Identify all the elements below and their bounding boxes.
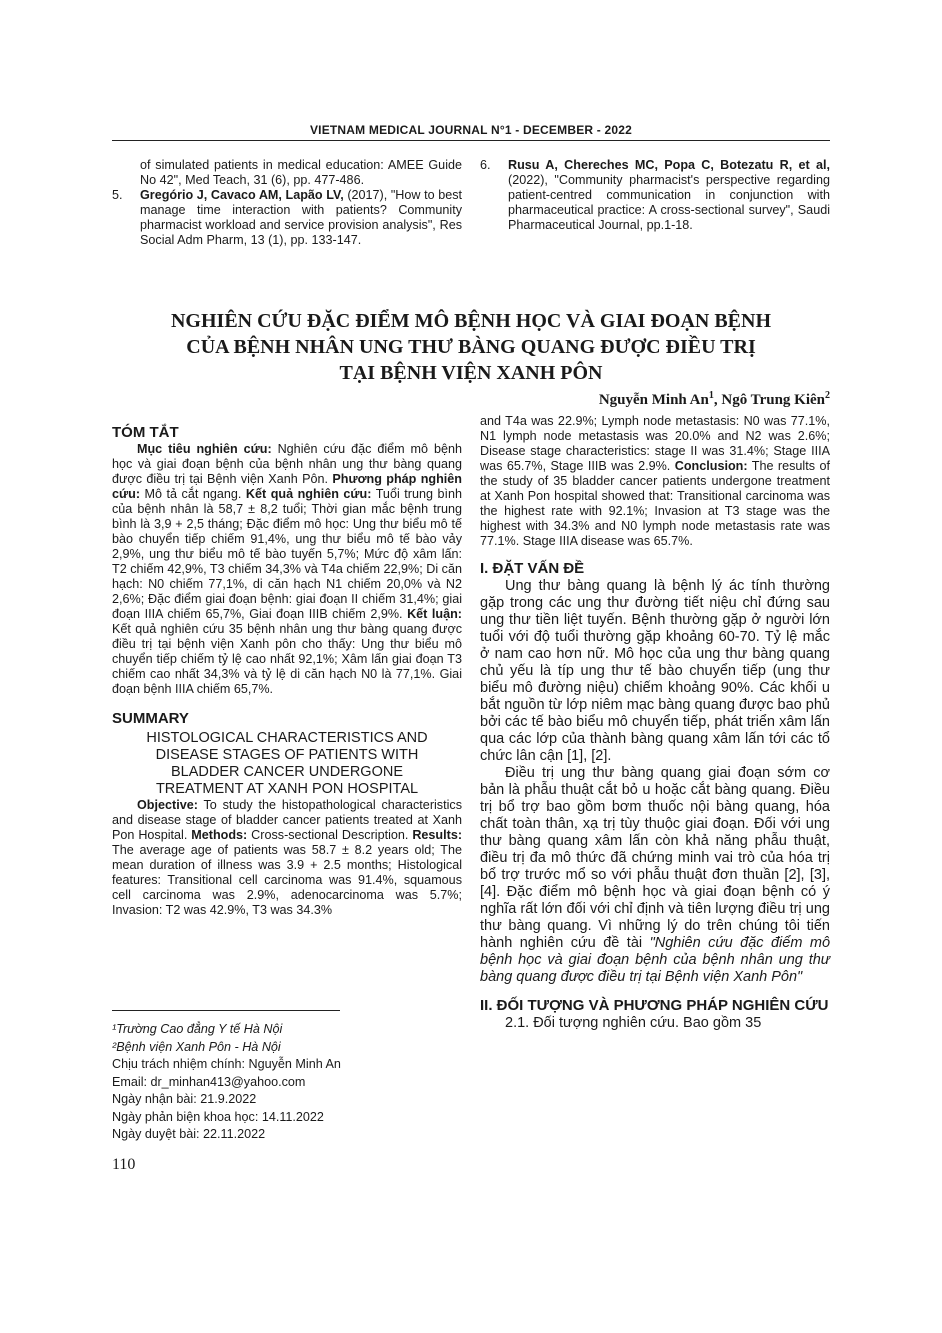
author-2-affiliation: 2	[825, 390, 830, 401]
paragraph-2-text: Điều trị ung thư bàng quang giai đoạn sớm cơ bản là phẫu thuật cắt bỏ u hoặc cắt bàng quang. Điều trị bổ trợ bao gồm bơm thuốc nội bàng quang, hóa chất toàn thân, xạ trị tùy thuộc giai đoạn. Đối với ung thư bàng quang xâm lấn còn khả năng phẫu thuật, điều trị đa mô thức đã chứng minh vai trò của hóa trị bổ trợ trước mổ so với phẫu thuật đơn thuần [2], [3], [4]. Đặc điểm mô bệnh học và giai đoạn bệnh có ý nghĩa rất lớn đối với chỉ định và tiên lượng điều trị ung thư bàng quang. Vì những lý do trên chúng tôi tiến hành nghiên cứu đề tài	[480, 765, 830, 951]
subsection-text: Bao gồm 35	[679, 1015, 762, 1031]
left-column	[112, 425, 462, 918]
english-title-line-2: DISEASE STAGES OF PATIENTS WITH	[155, 747, 419, 763]
reference-continuation	[112, 158, 462, 188]
title-line-2: CỦA BỆNH NHÂN UNG THƯ BÀNG QUANG ĐƯỢC ĐIỀU TRỊ	[186, 336, 756, 358]
reference-authors: Rusu A, Chereches MC, Popa C, Botezatu R, et al,	[508, 158, 830, 172]
article-title	[112, 308, 830, 386]
conclusion-label: Kết luận:	[407, 607, 463, 621]
conclusion-label-en: Conclusion:	[674, 459, 748, 473]
result-label: Kết quả nghiên cứu:	[245, 487, 372, 501]
objective-label: Mục tiêu nghiên cứu:	[137, 442, 272, 456]
summary-text-continued	[480, 414, 830, 549]
affiliation-1: ¹Trường Cao đẳng Y tế Hà Nội	[112, 1022, 283, 1036]
section-2-heading: II. ĐỐI TƯỢNG VÀ PHƯƠNG PHÁP NGHIÊN CỨU	[480, 997, 829, 1014]
date-accepted: Ngày duyệt bài: 22.11.2022	[112, 1127, 266, 1141]
result-text-en: The average age of patients was 58.7 ± 8.2 years old; The mean duration of illness was 3.9 + 2.5 months; Histological features: Transitional cell carcinoma was 91.4%, squamous cell carcinoma was 2.9%, adenocarcinoma was 5.7%; Invasion: T2 was 42.9%, T3 was 34.3%	[112, 843, 462, 917]
author-1-affiliation: 1	[708, 390, 714, 401]
english-title-line-1: HISTOLOGICAL CHARACTERISTICS AND	[146, 730, 428, 746]
title-line-3: TẠI BỆNH VIỆN XANH PÔN	[339, 362, 603, 384]
objective-text: Nghiên cứu đặc điểm mô bệnh học và giai đoạn bệnh của bệnh nhân ung thư bàng quang được điều trị tại Bệnh viện Xanh Pôn.	[112, 442, 462, 486]
journal-header: VIETNAM MEDICAL JOURNAL N°1 - DECEMBER - 2022	[309, 123, 633, 137]
email: Email: dr_minhan413@yahoo.com	[112, 1074, 306, 1089]
method-label-en: Methods:	[191, 828, 248, 842]
corresponding-author: Chịu trách nhiệm chính: Nguyễn Minh An	[112, 1057, 341, 1071]
english-title	[112, 730, 462, 798]
abstract-vi-text	[112, 442, 462, 697]
summary-heading: SUMMARY	[112, 710, 189, 727]
page-number: 110	[112, 1156, 136, 1173]
reference-text: (2022), "Community pharmacist's perspective regarding patient-centred communication in conjunction with pharmaceutical practice: A cross-sectional survey", Saudi Pharmaceutical Journal, pp.1-18.	[508, 173, 830, 232]
section-1-paragraph-1: Ung thư bàng quang là bệnh lý ác tính thường gặp trong các ung thư đường tiết niệu chỉ đứng sau ung thư tiền liệt tuyến. Bệnh thường gặp ở người lớn tuổi với độ tuổi thường gặp khoảng 60-70. Tỷ lệ mắc ở nam cao hơn nữ. Mô học của ung thư bàng quang chủ yếu là típ ung thư tế bào chuyển tiếp (ung thư biểu mô đường niệu) chiếm khoảng 90%. Các khối u bắt nguồn từ lớp niêm mạc bàng quang được bao phủ bởi các tế bào biểu mô chuyển tiếp, phát triển xâm lấn qua các lớp của thành bàng quang xâm lấn tới các tổ chức lân cận [1], [2].	[480, 578, 830, 764]
reference-4-tail: of simulated patients in medical education: AMEE Guide No 42", Med Teach, 31 (6), pp. 477-486.	[140, 158, 462, 187]
result-text-en-continued: and T4a was 22.9%; Lymph node metastasis: N0 was 77.1%, N1 lymph node metastasis was 20.0% and N2 was 2.6%; Disease stage characteristics: stage II was 31.4%; Stage IIIA was 65.7%, Stage IIIB was 2.9%.	[480, 414, 830, 473]
method-label: Phương pháp nghiên cứu:	[112, 472, 462, 501]
title-line-1: NGHIÊN CỨU ĐẶC ĐIỂM MÔ BỆNH HỌC VÀ GIAI ĐOẠN BỆNH	[170, 310, 772, 332]
reference-number: 6.	[480, 158, 491, 172]
author-2: Ngô Trung Kiên	[721, 392, 825, 408]
summary-text	[112, 798, 462, 918]
section-1-heading: I. ĐẶT VẤN ĐỀ	[480, 560, 585, 577]
reference-number: 5.	[112, 188, 123, 202]
date-received: Ngày nhận bài: 21.9.2022	[112, 1092, 257, 1106]
reference-text: (2017), "How to best manage time interaction with patients? Community pharmacist workload and service provision analysis", Res Social Adm Pharm, 13 (1), pp. 133-147.	[140, 188, 463, 247]
reference-5	[112, 188, 462, 248]
method-text-en: Cross-sectional Description.	[247, 828, 413, 842]
objective-text-en: To study the histopathological characteristics and disease stage of bladder cancer patients treated at Xanh Pon Hospital.	[112, 798, 462, 842]
author-1: Nguyễn Minh An	[598, 392, 709, 408]
author-separator: ,	[713, 392, 722, 408]
english-title-line-4: TREATMENT AT XANH PON HOSPITAL	[155, 781, 419, 797]
author-list	[599, 390, 830, 409]
subsection-label: 2.1. Đối tượng nghiên cứu.	[505, 1015, 680, 1031]
date-reviewed: Ngày phản biện khoa học: 14.11.2022	[112, 1109, 324, 1124]
references-right	[480, 158, 830, 233]
section-1-paragraph-2	[480, 765, 830, 986]
reference-authors: Gregório J, Cavaco AM, Lapão LV,	[140, 188, 344, 202]
references-left	[112, 158, 462, 248]
result-label-en: Results:	[412, 828, 463, 842]
conclusion-text-en: The results of the study of 35 bladder cancer patients undergone treatment at Xanh Pon hospital showed that: Transitional carcinoma was the highest rate with 92.1%; Invasion at T3 stage was the highest with 34.3% and N0 lymph node metastasis rate was 77.1%. Stage IIIA disease was 65.7%.	[480, 459, 830, 548]
footnotes	[112, 1021, 462, 1144]
abstract-heading: TÓM TẮT	[112, 424, 179, 441]
reference-6	[480, 158, 830, 233]
right-column	[480, 414, 830, 1032]
objective-label-en: Objective:	[137, 798, 198, 812]
result-text: Tuổi trung bình của bệnh nhân là 58,7 ± 8,2 tuổi; Thời gian mắc bệnh trung bình là 3,9 + 2,5 tháng; Đặc điểm mô học: Ung thư biểu mô tế bào chuyển tiếp chiếm 91,4%, ung thư biểu mô tế bào vảy 2,9%, ung thư biểu mô tế bào tuyến 5,7%; Mức độ xâm lấn: T2 chiếm 42,9%, T3 chiếm 34,3% và T4a chiếm 22,9%; Di căn hạch: N0 chiếm 77,1%, di căn hạch N1 chiếm 20,0% và N2 2,6%; Đặc điểm giai đoạn bệnh: giai đoạn II chiếm 31,4%; giai đoạn IIIA chiếm 65,7%, Giai đoạn IIIB chiếm 2,9%.	[112, 487, 462, 621]
footnote-rule	[112, 1010, 340, 1011]
section-2-1	[480, 1015, 830, 1032]
affiliation-2: ²Bệnh viện Xanh Pôn - Hà Nội	[112, 1039, 281, 1054]
conclusion-text: Kết quả nghiên cứu 35 bệnh nhân ung thư bàng quang được điều trị tại bệnh viện Xanh pôn cho thấy: Ung thư biểu mô chuyển tiếp chiếm tỷ lệ cao nhất 92,1%; Xâm lấn giai đoạn T3 chiếm cao nhất 34,3% và tỷ lệ di căn hạch N0 là 77,1%. Giai đoạn bệnh IIIA chiếm 65,7%.	[112, 622, 462, 696]
paragraph-2-italic-title: "Nghiên cứu đặc điểm mô bệnh học và giai đoạn bệnh của bệnh nhân ung thư bàng quang được điều trị tại Bệnh viện Xanh Pôn"	[480, 935, 831, 985]
method-text: Mô tả cắt ngang.	[140, 487, 246, 501]
english-title-line-3: BLADDER CANCER UNDERGONE	[170, 764, 404, 780]
header-rule	[112, 140, 830, 141]
